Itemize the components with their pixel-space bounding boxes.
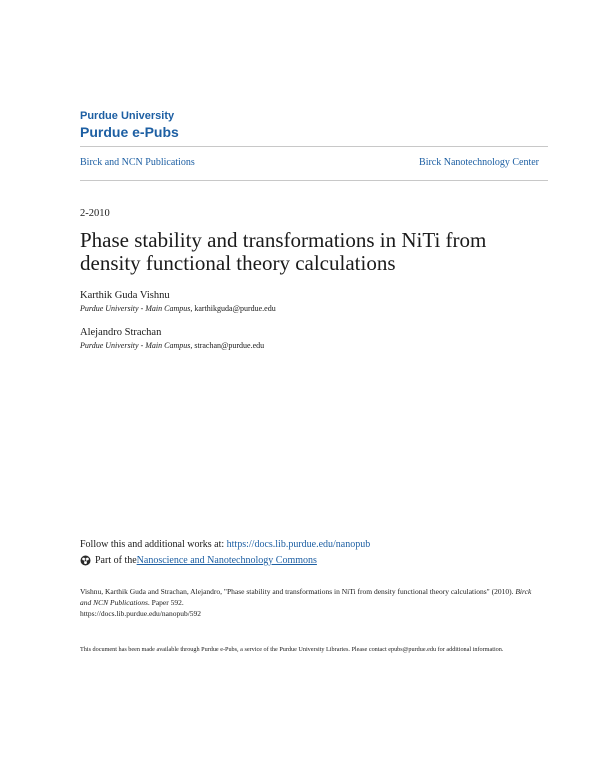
author-name[interactable]: Alejandro Strachan [80,327,162,338]
author-name[interactable]: Karthik Guda Vishnu [80,290,170,301]
recommended-citation [80,586,540,619]
author-institution: Purdue University - Main Campus [80,341,191,350]
follow-line [80,538,370,551]
author-institution: Purdue University - Main Campus [80,304,191,313]
author-entry [80,326,264,351]
center-link[interactable]: Birck Nanotechnology Center [419,157,539,168]
university-name[interactable]: Purdue University [80,110,175,122]
publications-link[interactable]: Birck and NCN Publications [80,157,195,168]
repository-name[interactable]: Purdue e-Pubs [80,124,179,140]
collection-url-link[interactable]: https://docs.lib.purdue.edu/nanopub [226,539,371,550]
top-divider [80,146,548,147]
author-email: , karthikguda@purdue.edu [190,304,276,313]
citation-paper: . Paper 592. [147,598,184,607]
publication-date: 2-2010 [80,208,110,219]
commons-network-icon [80,555,91,566]
part-of-label: Part of the [95,555,137,566]
author-entry [80,289,276,314]
author-affiliation [80,340,264,351]
availability-notice: This document has been made available through Purdue e-Pubs, a service of the Purdue University Libraries. Please contact epubs@purdue.edu for additional information. [80,646,504,653]
commons-link[interactable]: Nanoscience and Nanotechnology Commons [136,555,317,566]
part-of-line [80,554,317,567]
bottom-divider [80,180,548,181]
document-title: Phase stability and transformations in NiTi from density functional theory calculations [80,228,487,275]
citation-text: Vishnu, Karthik Guda and Strachan, Alejandro, "Phase stability and transformations in NiTi from density functional theory calculations" (2010). [80,587,516,596]
follow-label: Follow this and additional works at: [80,539,227,550]
author-email: , strachan@purdue.edu [190,341,265,350]
citation-series: Birck and NCN Publications [80,587,532,607]
repository-header [80,110,179,141]
author-affiliation [80,303,276,314]
citation-url[interactable]: https://docs.lib.purdue.edu/nanopub/592 [80,609,202,618]
